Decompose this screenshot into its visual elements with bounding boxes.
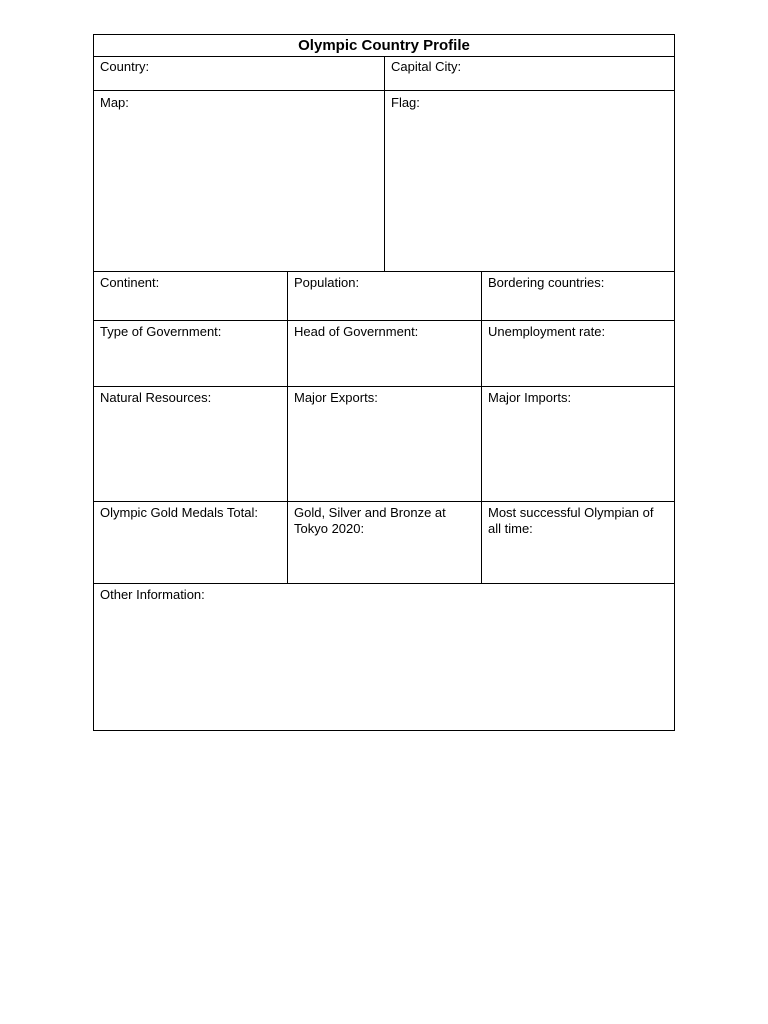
flag-field[interactable] — [385, 91, 674, 272]
population-label: Population: — [294, 275, 360, 290]
gold-medals-total-field[interactable] — [94, 502, 288, 584]
major-exports-label: Major Exports: — [294, 390, 378, 405]
natural-resources-label: Natural Resources: — [100, 390, 212, 405]
head-of-government-field[interactable] — [288, 321, 482, 387]
flag-label: Flag: — [391, 95, 420, 110]
tokyo-2020-medals-field[interactable] — [288, 502, 482, 584]
capital-city-field[interactable] — [385, 57, 674, 91]
continent-label: Continent: — [100, 275, 160, 290]
gold-medals-total-label: Olympic Gold Medals Total: — [100, 505, 258, 520]
most-successful-olympian-label: Most successful Olympian of all time: — [488, 505, 654, 536]
major-exports-field[interactable] — [288, 387, 482, 502]
map-label: Map: — [100, 95, 129, 110]
natural-resources-field[interactable] — [94, 387, 288, 502]
form-title: Olympic Country Profile — [94, 35, 674, 57]
major-imports-field[interactable] — [482, 387, 674, 502]
unemployment-rate-label: Unemployment rate: — [488, 324, 606, 339]
country-profile-form — [93, 34, 675, 731]
major-imports-label: Major Imports: — [488, 390, 572, 405]
government-type-field[interactable] — [94, 321, 288, 387]
head-of-government-label: Head of Government: — [294, 324, 419, 339]
unemployment-rate-field[interactable] — [482, 321, 674, 387]
government-type-label: Type of Government: — [100, 324, 222, 339]
other-information-label: Other Information: — [100, 587, 205, 602]
most-successful-olympian-field[interactable] — [482, 502, 674, 584]
country-field[interactable] — [94, 57, 385, 91]
continent-field[interactable] — [94, 272, 288, 321]
population-field[interactable] — [288, 272, 482, 321]
bordering-countries-label: Bordering countries: — [488, 275, 605, 290]
capital-city-label: Capital City: — [391, 59, 462, 74]
bordering-countries-field[interactable] — [482, 272, 674, 321]
other-information-field[interactable] — [94, 584, 674, 730]
tokyo-2020-medals-label: Gold, Silver and Bronze at Tokyo 2020: — [294, 505, 446, 536]
map-field[interactable] — [94, 91, 385, 272]
country-label: Country: — [100, 59, 150, 74]
